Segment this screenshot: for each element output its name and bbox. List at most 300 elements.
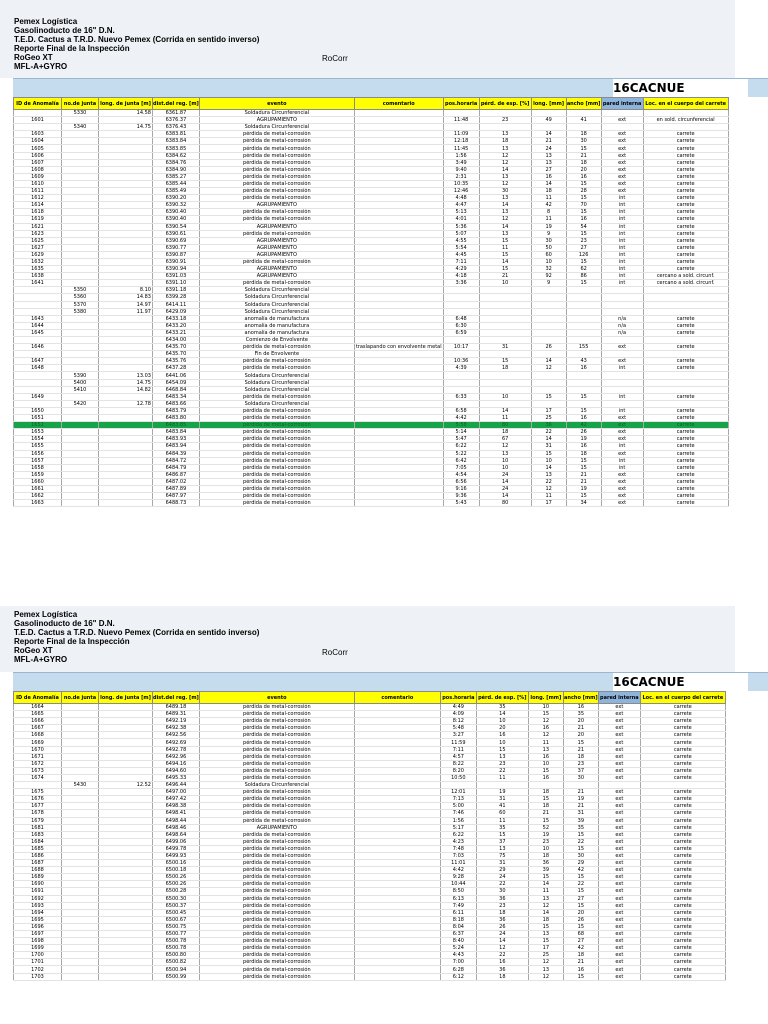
cell-clock-position: 10:50 — [440, 774, 476, 781]
cell-clock-position: 4:55 — [443, 237, 479, 244]
cell-spool-location — [643, 337, 728, 344]
cell-length: 12 — [531, 485, 566, 492]
cell-wall-loss: 75 — [476, 852, 528, 859]
cell-clock-position: 12:01 — [440, 789, 476, 796]
table-row — [14, 500, 729, 507]
cell-distance: 6384.76 — [153, 159, 200, 166]
cell-anomaly-id: 1612 — [14, 195, 62, 202]
cell-wall-side: ext — [598, 767, 640, 774]
cell-clock-position — [443, 351, 479, 358]
table-row — [14, 888, 726, 895]
cell-comment — [354, 810, 440, 817]
cell-anomaly-id: 1668 — [14, 732, 62, 739]
cell-wall-loss: 12 — [479, 159, 531, 166]
cell-joint-length — [99, 824, 153, 831]
table-row — [14, 138, 729, 145]
table-row — [14, 415, 729, 422]
table-row — [14, 485, 729, 492]
cell-wall-loss: 37 — [476, 838, 528, 845]
cell-length: 12 — [528, 959, 563, 966]
cell-joint-length — [99, 704, 153, 711]
cell-spool-location: carrete — [640, 916, 725, 923]
cell-wall-loss — [479, 379, 531, 386]
header-technology: MFL-A+GYRO — [14, 655, 68, 664]
cell-comment — [354, 443, 443, 450]
cell-wall-loss: 14 — [479, 478, 531, 485]
cell-joint-number — [62, 173, 99, 180]
cell-clock-position: 4:47 — [443, 202, 479, 209]
cell-event: Soldadura Circunferencial — [199, 308, 354, 315]
cell-width: 20 — [566, 166, 601, 173]
cell-clock-position — [443, 337, 479, 344]
cell-width — [566, 329, 601, 336]
header-tool: RoGeo XT — [14, 646, 53, 655]
cell-joint-number — [62, 923, 99, 930]
cell-clock-position: 3:36 — [443, 280, 479, 287]
cell-joint-length — [99, 365, 153, 372]
cell-wall-side: ext — [598, 789, 640, 796]
cell-length: 11 — [531, 216, 566, 223]
cell-clock-position — [443, 124, 479, 131]
cell-clock-position: 2:31 — [443, 173, 479, 180]
cell-width: 15 — [563, 902, 598, 909]
cell-width: 21 — [566, 478, 601, 485]
cell-distance: 6498.41 — [153, 810, 200, 817]
header-pipeline: Gasolinoducto de 16" D.N. — [14, 619, 115, 628]
cell-joint-number: 5420 — [62, 400, 99, 407]
cell-comment — [354, 493, 443, 500]
cell-distance: 6483.80 — [153, 415, 200, 422]
cell-length: 19 — [531, 223, 566, 230]
cell-wall-side: ext — [601, 493, 643, 500]
cell-clock-position: 4:23 — [440, 838, 476, 845]
cell-wall-side: ext — [598, 874, 640, 881]
cell-spool-location: carrete — [640, 860, 725, 867]
cell-wall-side: int — [601, 464, 643, 471]
cell-spool-location: cercano a sold. circunf. — [643, 280, 728, 287]
cell-wall-loss: 14 — [479, 493, 531, 500]
cell-width: 15 — [563, 923, 598, 930]
cell-length: 52 — [528, 824, 563, 831]
cell-spool-location: carrete — [643, 209, 728, 216]
cell-wall-loss: 13 — [479, 450, 531, 457]
cell-anomaly-id: 1687 — [14, 860, 62, 867]
column-header-length: long. [mm] — [531, 98, 566, 110]
cell-wall-side: int — [601, 273, 643, 280]
table-row — [14, 746, 726, 753]
cell-clock-position: 8:12 — [440, 718, 476, 725]
cell-clock-position: 6:12 — [440, 973, 476, 980]
cell-clock-position: 12:46 — [443, 188, 479, 195]
column-header-wall-side: pared interna — [598, 692, 640, 704]
cell-spool-location: carrete — [643, 500, 728, 507]
cell-joint-number — [62, 450, 99, 457]
cell-width — [566, 287, 601, 294]
cell-wall-loss: 36 — [476, 895, 528, 902]
cell-joint-length — [99, 315, 153, 322]
cell-wall-loss: 23 — [476, 760, 528, 767]
cell-distance: 6391.18 — [153, 287, 200, 294]
cell-spool-location: carrete — [640, 718, 725, 725]
cell-length: 26 — [531, 344, 566, 351]
cell-joint-number — [62, 789, 99, 796]
cell-joint-number — [62, 711, 99, 718]
cell-anomaly-id: 1700 — [14, 952, 62, 959]
cell-joint-length — [99, 180, 153, 187]
column-header-clock-position: pos.horaria — [440, 692, 476, 704]
cell-event: pérdida de metal-corrosión — [199, 938, 354, 945]
cell-joint-length — [99, 216, 153, 223]
cell-wall-loss: 11 — [479, 415, 531, 422]
cell-distance: 6492.69 — [153, 739, 200, 746]
cell-joint-length — [99, 966, 153, 973]
cell-width — [566, 308, 601, 315]
table-row — [14, 945, 726, 952]
cell-clock-position: 8:22 — [440, 760, 476, 767]
cell-wall-loss: 15 — [479, 237, 531, 244]
table-row — [14, 280, 729, 287]
cell-clock-position — [440, 782, 476, 789]
cell-width: 18 — [563, 952, 598, 959]
cell-comment — [354, 429, 443, 436]
cell-wall-side: int — [601, 266, 643, 273]
cell-distance: 6492.78 — [153, 746, 200, 753]
table-row — [14, 753, 726, 760]
cell-width: 22 — [563, 838, 598, 845]
cell-width — [566, 400, 601, 407]
cell-event: pérdida de metal-corrosión — [199, 959, 354, 966]
header-company: Pemex Logística — [14, 610, 78, 619]
cell-wall-side: int — [601, 365, 643, 372]
cell-wall-side — [601, 110, 643, 117]
cell-anomaly-id: 1664 — [14, 704, 62, 711]
cell-length: 14 — [528, 909, 563, 916]
cell-anomaly-id: 1607 — [14, 159, 62, 166]
cell-clock-position — [443, 110, 479, 117]
cell-anomaly-id: 1609 — [14, 173, 62, 180]
cell-length — [531, 301, 566, 308]
cell-width — [566, 301, 601, 308]
cell-anomaly-id — [14, 308, 62, 315]
cell-event: pérdida de metal-corrosión — [199, 725, 354, 732]
column-header-width: ancho [mm] — [566, 98, 601, 110]
cell-wall-loss: 24 — [476, 874, 528, 881]
cell-event: pérdida de metal-corrosión — [199, 931, 354, 938]
cell-distance: 6361.87 — [153, 110, 200, 117]
cell-width: 21 — [563, 725, 598, 732]
cell-clock-position: 4:54 — [443, 471, 479, 478]
cell-width: 15 — [563, 739, 598, 746]
cell-wall-side — [601, 386, 643, 393]
cell-clock-position: 1:56 — [440, 817, 476, 824]
cell-joint-length — [99, 817, 153, 824]
cell-clock-position: 5:36 — [443, 223, 479, 230]
cell-clock-position: 7:05 — [443, 464, 479, 471]
cell-comment — [354, 739, 440, 746]
cell-length — [531, 124, 566, 131]
cell-joint-length — [99, 322, 153, 329]
cell-distance: 6499.06 — [153, 838, 200, 845]
cell-wall-loss: 22 — [476, 767, 528, 774]
cell-anomaly-id: 1684 — [14, 838, 62, 845]
cell-comment — [354, 760, 440, 767]
cell-clock-position: 5:00 — [440, 803, 476, 810]
cell-comment — [354, 959, 440, 966]
cell-wall-side: int — [601, 202, 643, 209]
table-row — [14, 422, 729, 429]
cell-event: pérdida de metal-corrosión — [199, 881, 354, 888]
cell-joint-length: 14.83 — [99, 294, 153, 301]
table-row — [14, 796, 726, 803]
cell-joint-number — [62, 732, 99, 739]
cell-event: pérdida de metal-corrosión — [199, 860, 354, 867]
cell-length: 9 — [531, 280, 566, 287]
table-row — [14, 845, 726, 852]
cell-wall-loss: 14 — [479, 223, 531, 230]
cell-distance: 6489.18 — [153, 704, 200, 711]
table-row — [14, 436, 729, 443]
cell-event: AGRUPAMIENTO — [199, 117, 354, 124]
cell-wall-loss: 67 — [479, 436, 531, 443]
table-row — [14, 124, 729, 131]
cell-joint-length — [99, 732, 153, 739]
cell-spool-location — [643, 351, 728, 358]
cell-spool-location: carrete — [640, 746, 725, 753]
cell-event: pérdida de metal-corrosión — [199, 767, 354, 774]
cell-spool-location: carrete — [643, 166, 728, 173]
cell-clock-position: 4:42 — [443, 415, 479, 422]
cell-joint-number — [62, 322, 99, 329]
cell-event: pérdida de metal-corrosión — [199, 803, 354, 810]
cell-distance: 6391.03 — [153, 273, 200, 280]
cell-joint-number — [62, 725, 99, 732]
cell-wall-side: ext — [598, 931, 640, 938]
cell-anomaly-id — [14, 372, 62, 379]
cell-spool-location — [643, 294, 728, 301]
cell-length: 15 — [528, 938, 563, 945]
cell-distance: 6385.27 — [153, 173, 200, 180]
cell-wall-loss: 13 — [479, 131, 531, 138]
cell-joint-number — [62, 436, 99, 443]
cell-joint-length — [99, 166, 153, 173]
cell-event: pérdida de metal-corrosión — [199, 180, 354, 187]
cell-comment — [354, 471, 443, 478]
cell-width — [563, 782, 598, 789]
cell-joint-number — [62, 909, 99, 916]
cell-event: AGRUPAMIENTO — [199, 244, 354, 251]
cell-anomaly-id: 1604 — [14, 138, 62, 145]
cell-joint-number — [62, 774, 99, 781]
cell-spool-location: carrete — [640, 845, 725, 852]
cell-joint-number — [62, 931, 99, 938]
cell-distance: 6384.62 — [153, 152, 200, 159]
cell-distance: 6484.79 — [153, 464, 200, 471]
report-header — [0, 606, 735, 672]
cell-wall-loss: 12 — [479, 180, 531, 187]
pipeline-code: 16CACNUE — [613, 673, 748, 691]
cell-anomaly-id: 1703 — [14, 973, 62, 980]
cell-clock-position: 5:48 — [440, 725, 476, 732]
cell-width: 68 — [563, 931, 598, 938]
table-row — [14, 322, 729, 329]
cell-distance: 6383.85 — [153, 145, 200, 152]
cell-event: pérdida de metal-corrosión — [199, 718, 354, 725]
cell-joint-number — [62, 407, 99, 414]
anomaly-table — [13, 97, 729, 507]
cell-spool-location: carrete — [643, 344, 728, 351]
cell-length: 50 — [531, 244, 566, 251]
table-row — [14, 180, 729, 187]
cell-joint-number — [62, 845, 99, 852]
cell-spool-location — [643, 400, 728, 407]
cell-wall-loss: 36 — [476, 916, 528, 923]
cell-joint-number: 5370 — [62, 301, 99, 308]
cell-joint-length — [99, 711, 153, 718]
cell-distance: 6500.80 — [153, 952, 200, 959]
cell-event: AGRUPAMIENTO — [199, 202, 354, 209]
cell-length — [531, 329, 566, 336]
cell-clock-position: 8:20 — [440, 767, 476, 774]
table-row — [14, 117, 729, 124]
table-row — [14, 718, 726, 725]
cell-wall-loss — [479, 337, 531, 344]
cell-wall-loss: 18 — [479, 429, 531, 436]
cell-event: Soldadura Circunferencial — [199, 400, 354, 407]
cell-width: 27 — [563, 895, 598, 902]
cell-anomaly-id: 1672 — [14, 760, 62, 767]
cell-comment — [354, 457, 443, 464]
table-row — [14, 704, 726, 711]
cell-clock-position: 5:13 — [443, 209, 479, 216]
cell-anomaly-id: 1662 — [14, 493, 62, 500]
cell-spool-location: carrete — [643, 436, 728, 443]
table-row — [14, 782, 726, 789]
cell-joint-length — [99, 415, 153, 422]
table-row — [14, 393, 729, 400]
cell-length: 15 — [528, 796, 563, 803]
cell-comment — [354, 308, 443, 315]
cell-length: 13 — [528, 746, 563, 753]
title-band — [13, 78, 768, 97]
cell-length: 12 — [528, 902, 563, 909]
table-header-row — [14, 692, 726, 704]
table-row — [14, 493, 729, 500]
cell-wall-loss: 13 — [479, 173, 531, 180]
cell-joint-number — [62, 796, 99, 803]
cell-spool-location: carrete — [640, 909, 725, 916]
cell-length: 15 — [528, 767, 563, 774]
cell-anomaly-id: 1625 — [14, 237, 62, 244]
cell-anomaly-id: 1650 — [14, 407, 62, 414]
table-row — [14, 315, 729, 322]
cell-comment — [354, 824, 440, 831]
cell-joint-length — [99, 831, 153, 838]
cell-joint-length — [99, 464, 153, 471]
cell-spool-location: carrete — [643, 131, 728, 138]
cell-width: 42 — [566, 422, 601, 429]
cell-comment — [354, 145, 443, 152]
cell-joint-length — [99, 753, 153, 760]
cell-joint-length — [99, 916, 153, 923]
cell-wall-side: ext — [598, 746, 640, 753]
cell-joint-length — [99, 718, 153, 725]
cell-comment: traslapando con envolvente metal — [355, 344, 442, 351]
cell-event: AGRUPAMIENTO — [199, 223, 354, 230]
cell-event: pérdida de metal-corrosión — [199, 216, 354, 223]
cell-comment — [354, 450, 443, 457]
cell-comment — [354, 796, 440, 803]
cell-joint-length — [99, 273, 153, 280]
cell-length — [531, 379, 566, 386]
cell-clock-position: 6:13 — [440, 895, 476, 902]
cell-wall-side: ext — [598, 860, 640, 867]
cell-clock-position: 12:18 — [443, 138, 479, 145]
cell-length: 12 — [528, 718, 563, 725]
cell-clock-position — [443, 308, 479, 315]
table-row — [14, 223, 729, 230]
cell-joint-number — [62, 258, 99, 265]
cell-length: 17 — [528, 945, 563, 952]
cell-joint-number — [62, 244, 99, 251]
table-row — [14, 739, 726, 746]
cell-wall-side: int — [601, 407, 643, 414]
cell-width: 26 — [566, 429, 601, 436]
cell-joint-number — [62, 188, 99, 195]
cell-anomaly-id: 1693 — [14, 902, 62, 909]
cell-comment — [354, 329, 443, 336]
cell-comment — [354, 237, 443, 244]
table-row — [14, 973, 726, 980]
column-header-joint-number: no.de junta — [62, 98, 99, 110]
cell-clock-position — [443, 294, 479, 301]
cell-comment — [354, 180, 443, 187]
cell-joint-length — [99, 117, 153, 124]
cell-event: pérdida de metal-corrosión — [199, 152, 354, 159]
cell-wall-side: ext — [598, 973, 640, 980]
table-row — [14, 344, 729, 351]
cell-anomaly-id: 1618 — [14, 209, 62, 216]
table-row — [14, 173, 729, 180]
cell-joint-number — [62, 760, 99, 767]
cell-length: 10 — [531, 258, 566, 265]
cell-event: pérdida de metal-corrosión — [199, 258, 354, 265]
cell-joint-number — [62, 159, 99, 166]
cell-width: 34 — [566, 500, 601, 507]
cell-distance: 6499.93 — [153, 852, 200, 859]
cell-spool-location: carrete — [643, 393, 728, 400]
cell-joint-number — [62, 202, 99, 209]
cell-event: pérdida de metal-corrosión — [199, 415, 354, 422]
cell-comment — [354, 831, 440, 838]
cell-comment — [354, 280, 443, 287]
cell-spool-location: carrete — [643, 266, 728, 273]
cell-length — [531, 315, 566, 322]
header-company: Pemex Logística — [14, 17, 78, 26]
cell-length: 36 — [528, 860, 563, 867]
cell-spool-location: carrete — [643, 159, 728, 166]
cell-spool-location: carrete — [643, 223, 728, 230]
table-row — [14, 429, 729, 436]
cell-joint-number — [62, 478, 99, 485]
header-pipeline: Gasolinoducto de 16" D.N. — [14, 26, 115, 35]
cell-length: 17 — [531, 407, 566, 414]
cell-wall-side: ext — [601, 152, 643, 159]
cell-joint-number: 5360 — [62, 294, 99, 301]
cell-length: 16 — [531, 173, 566, 180]
table-row — [14, 237, 729, 244]
cell-wall-side: ext — [598, 760, 640, 767]
cell-length: 10 — [528, 704, 563, 711]
